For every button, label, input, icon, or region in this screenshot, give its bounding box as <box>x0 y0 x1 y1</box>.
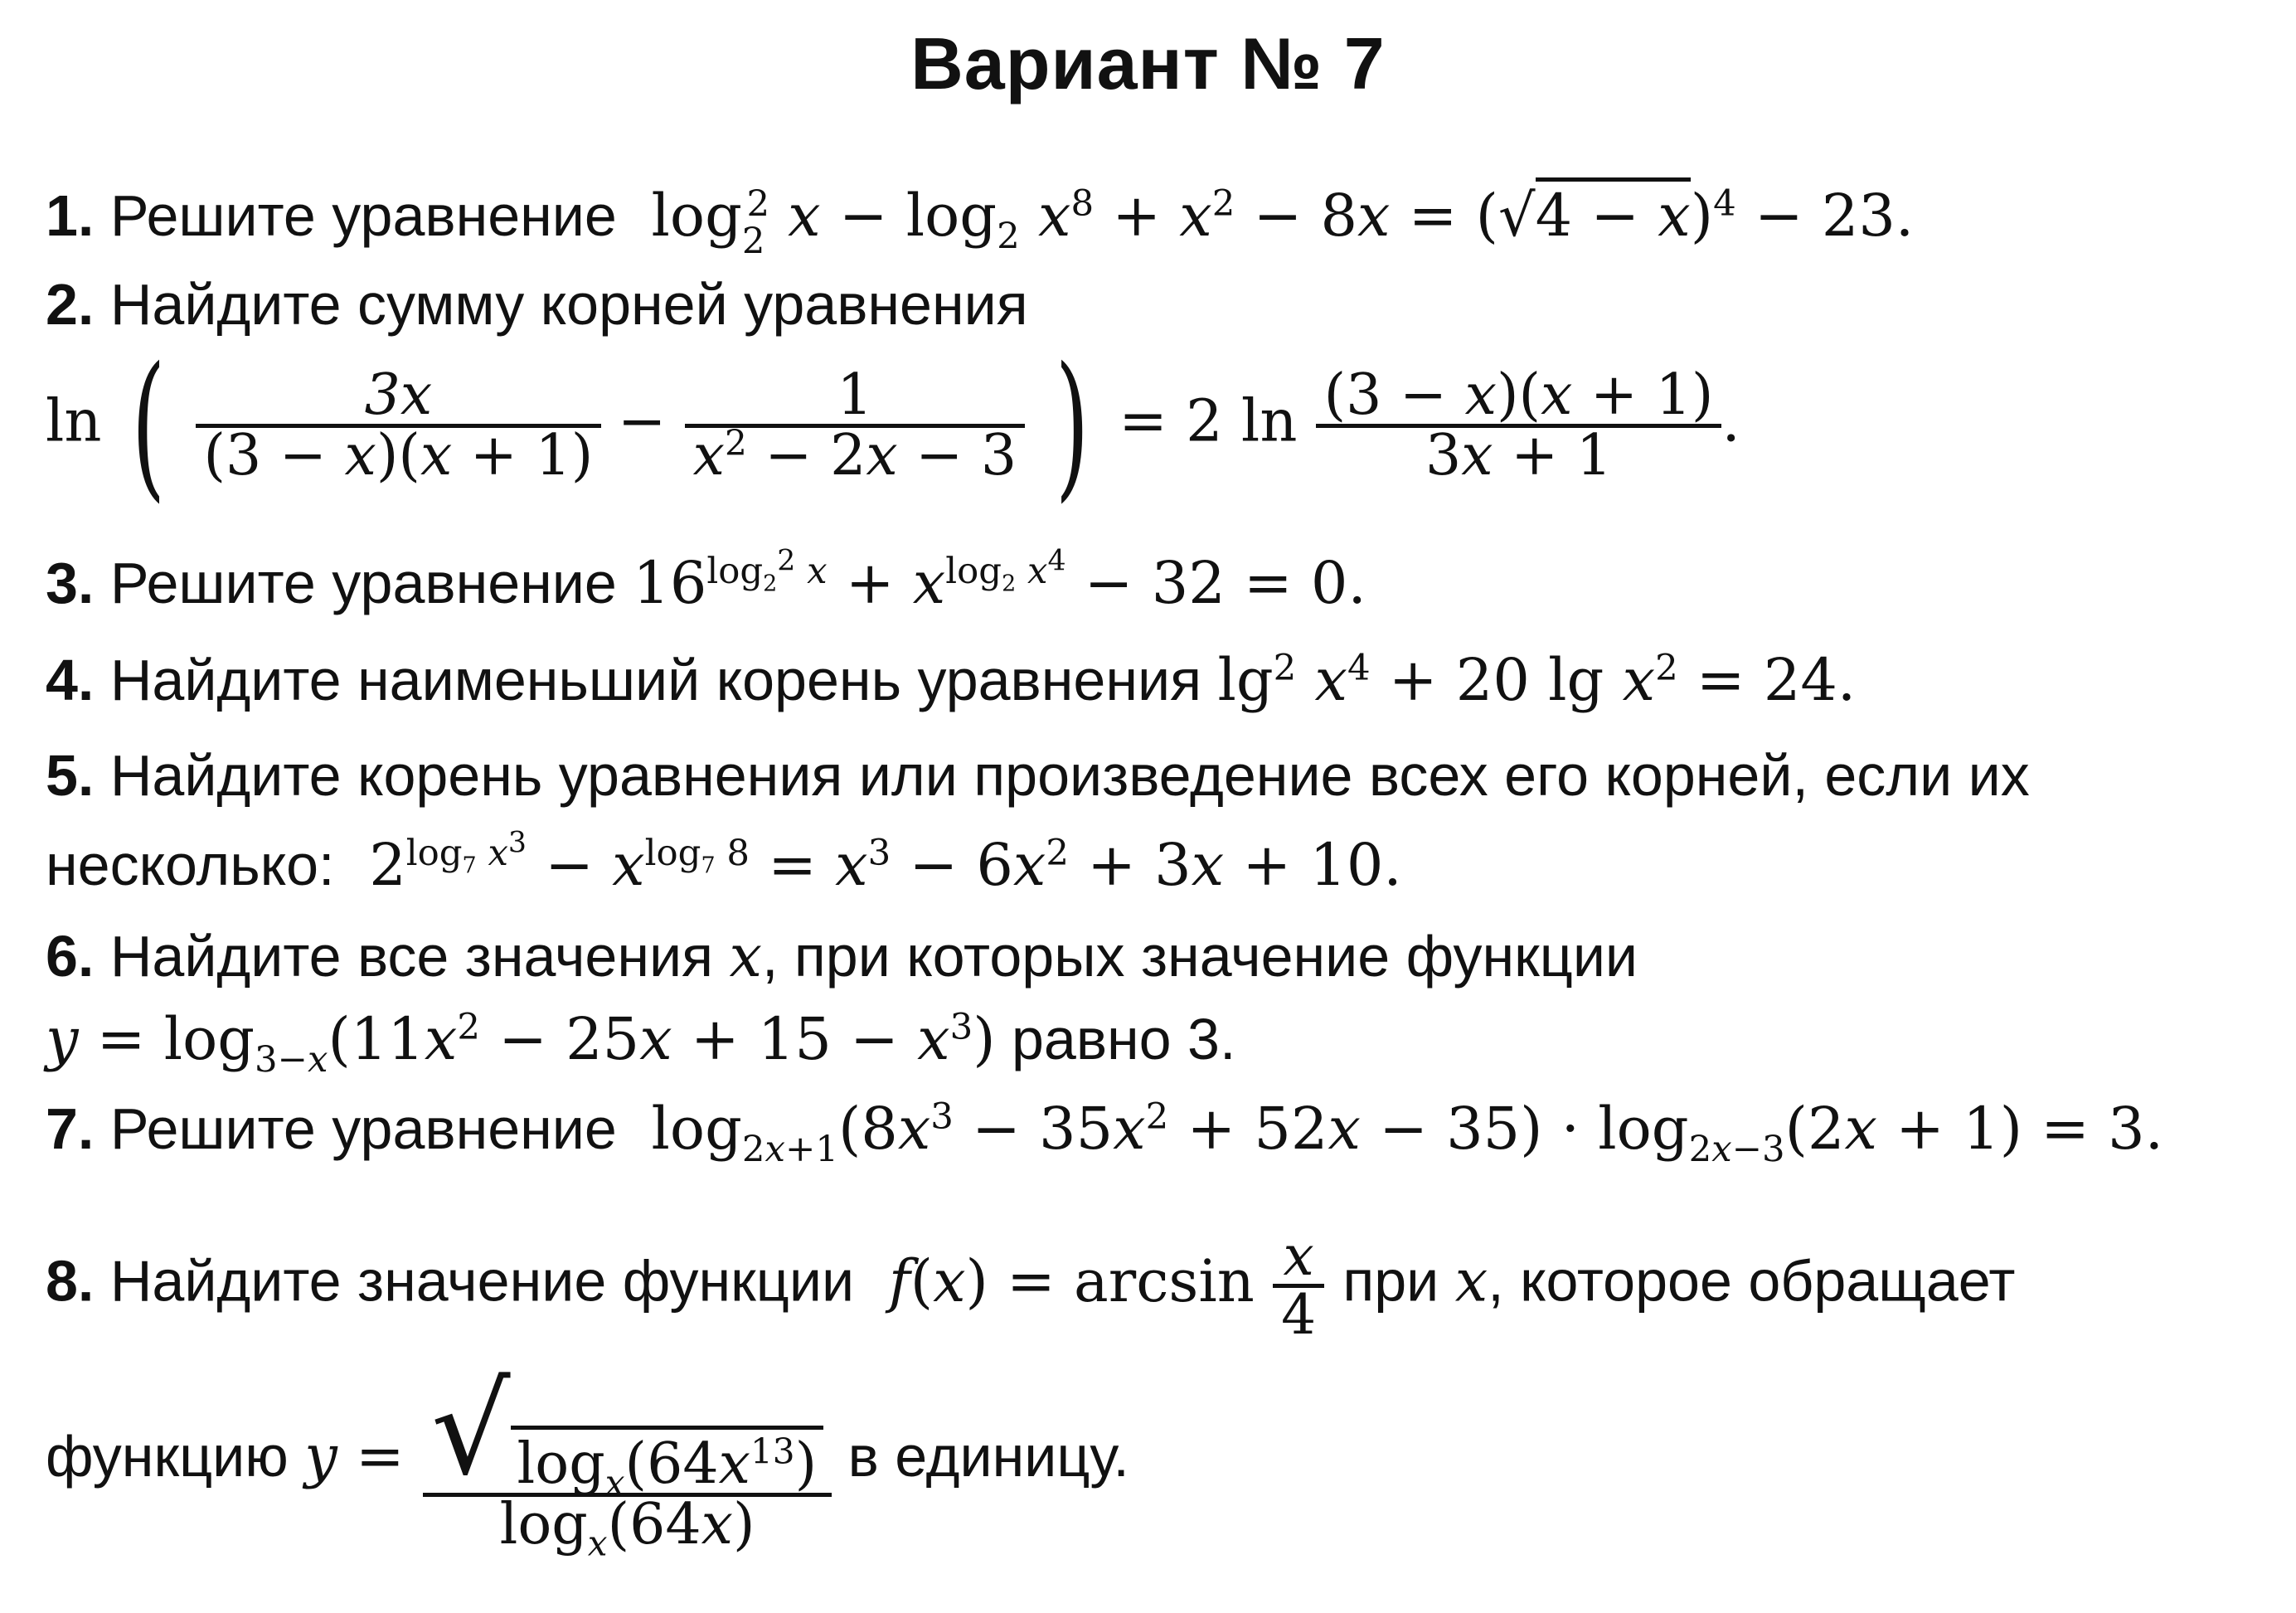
problem-3 <box>46 544 1366 617</box>
problem-text: Найдите корень уравнения или произведение всех его корней, если их <box>109 743 2030 808</box>
problem-text: Решите уравнение <box>109 183 617 248</box>
problem-number: 2. <box>46 272 95 337</box>
problem-number: 7. <box>46 1096 95 1161</box>
problem-1 <box>46 182 1915 262</box>
formula: $\lg^2 x^4 + 20$ $\lg x^2 = 24$. <box>1217 646 1857 714</box>
problem-text: Решите уравнение <box>109 1096 617 1161</box>
problem-text: Найдите все значения <box>109 924 714 989</box>
problem-number: 6. <box>46 924 95 989</box>
problem-number: 5. <box>46 743 95 808</box>
problem-6-cont <box>46 1005 1236 1081</box>
problem-text-c: , которое обращает <box>1488 1248 2016 1314</box>
problem-5-cont <box>46 826 1402 899</box>
formula: $\log_2^2 x - \log_2 x^8 + x^2 - 8x = (√4 - x)^4 - 23$. <box>633 182 1914 250</box>
problem-text: Найдите значение функции <box>109 1248 855 1314</box>
problem-text-c: равно 3. <box>1011 1007 1236 1071</box>
problem-text: Найдите наименьший корень уравнения <box>109 648 1202 712</box>
problem-text: функцию <box>46 1423 289 1489</box>
problem-number: 8. <box>46 1248 95 1314</box>
problem-4 <box>46 646 1857 714</box>
problem-text-b: , при которых значение функции <box>761 924 1638 989</box>
formula: f(x) = arcsin $\frac{x}{4}$ <box>871 1247 1343 1315</box>
page-title: Вариант № 7 <box>910 22 1386 104</box>
formula: $y = \log_{3-x}(11x^2 - 25x + 15 - x^3)$ <box>46 1005 996 1081</box>
problem-2-formula: ln ( $\frac{3x}{(3 - x)(x + 1)}$ − $\frac{1}{x^2 - 2x - 3}$ ) = 2 ln $\frac{(3 - x)(x + 1)}{3x + 1}$ . <box>46 333 1740 517</box>
formula: $2^{log_7 x^3} - x^{log_7 8} = x^3 - 6x^2 + 3x + 10$. <box>350 826 1402 899</box>
problem-7 <box>46 1095 2163 1170</box>
problem-8-cont: функцию y = $\frac{√ \log_x(64x^{13})}{\log_x(64x)}$ в единицу. <box>46 1358 1129 1564</box>
problem-2 <box>46 272 1028 337</box>
formula: $\log_{2x+1}(8x^3 - 35x^2 + 52x - 35) \cdot \log_{2x-3}(2x + 1) = 3$. <box>633 1095 2163 1170</box>
problem-text: несколько: <box>46 833 335 897</box>
problem-text: Найдите сумму корней уравнения <box>109 272 1028 337</box>
problem-5 <box>46 743 2030 808</box>
problem-6: 6. Найдите все значения x, при которых значение функции <box>46 922 1638 990</box>
problem-number: 3. <box>46 551 95 615</box>
problem-number: 1. <box>46 183 95 248</box>
problem-text-b: в единицу. <box>847 1423 1129 1489</box>
problem-8: 8. Найдите значение функции f(x) = arcsin $\frac{x}{4}$ при x, которое обращает <box>46 1224 2016 1347</box>
formula: $16^{log_2^2 x} + x^{log_2 x^4} - 32 = 0$. <box>633 544 1366 617</box>
formula: $\frac{√ \log_x(64x^{13})}{\log_x(64x)}$ <box>423 1368 832 1553</box>
problem-text: Решите уравнение <box>109 551 617 615</box>
problem-number: 4. <box>46 648 95 712</box>
problem-text-b: при <box>1342 1248 1439 1314</box>
